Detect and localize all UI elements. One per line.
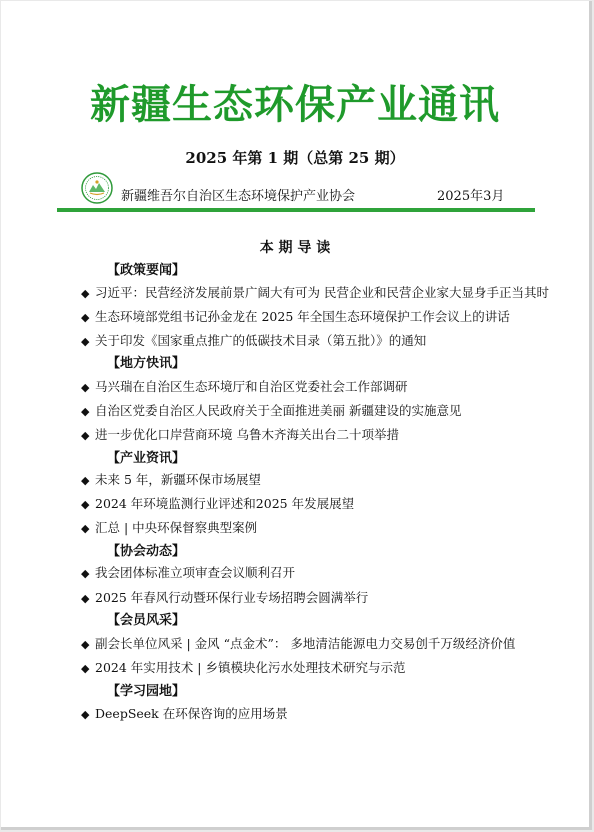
toc-item[interactable]: ◆ 习近平：民营经济发展前景广阔大有可为 民营企业和民营企业家大显身手正当其时 [81, 285, 549, 300]
toc-item[interactable]: ◆ 进一步优化口岸营商环境 乌鲁木齐海关出台二十项举措 [81, 427, 399, 442]
section-heading: 【政策要闻】 [107, 263, 186, 278]
diamond-bullet-icon: ◆ [81, 405, 90, 418]
diamond-bullet-icon: ◆ [81, 474, 90, 487]
toc-item[interactable]: ◆ 我会团体标准立项审查会议顺利召开 [81, 565, 296, 580]
association-seal-icon [81, 172, 113, 204]
document-page [1, 1, 592, 830]
publication-date: 2025年3月 [437, 189, 505, 204]
association-name: 新疆维吾尔自治区生态环境保护产业协会 [121, 189, 356, 204]
toc-item[interactable]: ◆ 副会长单位风采 | 金风 “点金术”： 多地清洁能源电力交易创千万级经济价值 [81, 636, 516, 651]
section-heading: 【会员风采】 [107, 613, 186, 628]
toc-item[interactable]: ◆ 生态环境部党组书记孙金龙在 2025 年全国生态环境保护工作会议上的讲话 [81, 309, 510, 324]
section-heading: 【地方快讯】 [107, 356, 186, 371]
diamond-bullet-icon: ◆ [81, 311, 90, 324]
header-divider [57, 208, 535, 212]
toc-item[interactable]: ◆ 未来 5 年，新疆环保市场展望 [81, 472, 261, 487]
section-heading: 【学习园地】 [107, 684, 186, 699]
toc-item[interactable]: ◆ DeepSeek 在环保咨询的应用场景 [81, 706, 288, 721]
toc-item[interactable]: ◆ 2024 年环境监测行业评述和2025 年发展展望 [81, 496, 355, 511]
toc-item[interactable]: ◆ 汇总 | 中央环保督察典型案例 [81, 520, 258, 535]
issue-number: 2025 年第 1 期（总第 25 期） [185, 149, 405, 167]
newsletter-title: 新疆生态环保产业通讯 [90, 82, 500, 128]
guide-heading: 本 期 导 读 [259, 240, 331, 256]
toc-item[interactable]: ◆ 2024 年实用技术 | 乡镇模块化污水处理技术研究与示范 [81, 660, 406, 675]
diamond-bullet-icon: ◆ [81, 287, 90, 300]
toc-item[interactable]: ◆ 马兴瑞在自治区生态环境厅和自治区党委社会工作部调研 [81, 379, 408, 394]
diamond-bullet-icon: ◆ [81, 567, 90, 580]
diamond-bullet-icon: ◆ [81, 381, 90, 394]
section-heading: 【产业资讯】 [107, 451, 186, 466]
diamond-bullet-icon: ◆ [81, 429, 90, 442]
toc-item[interactable]: ◆ 2025 年春风行动暨环保行业专场招聘会圆满举行 [81, 590, 369, 605]
diamond-bullet-icon: ◆ [81, 592, 90, 605]
diamond-bullet-icon: ◆ [81, 498, 90, 511]
diamond-bullet-icon: ◆ [81, 638, 90, 651]
toc-item[interactable]: ◆ 自治区党委自治区人民政府关于全面推进美丽 新疆建设的实施意见 [81, 403, 462, 418]
section-heading: 【协会动态】 [107, 544, 186, 559]
diamond-bullet-icon: ◆ [81, 708, 90, 721]
diamond-bullet-icon: ◆ [81, 335, 90, 348]
diamond-bullet-icon: ◆ [81, 522, 90, 535]
diamond-bullet-icon: ◆ [81, 662, 90, 675]
toc-item[interactable]: ◆ 关于印发《国家重点推广的低碳技术目录（第五批）》的通知 [81, 333, 427, 348]
